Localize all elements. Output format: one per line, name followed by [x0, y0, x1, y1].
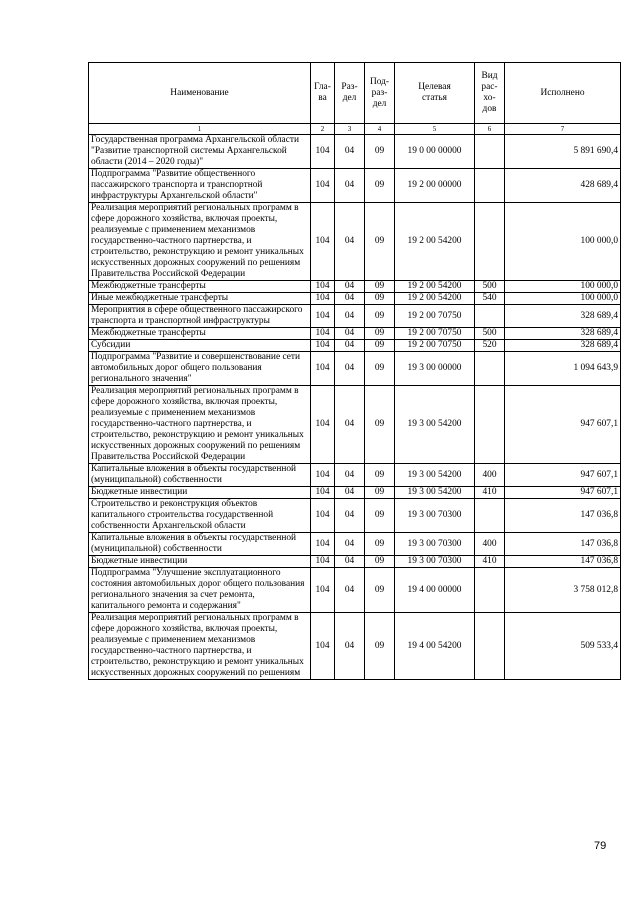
header-razdel: Раз- дел [335, 63, 365, 124]
cell-glava: 104 [311, 499, 335, 533]
cell-razdel: 04 [335, 499, 365, 533]
column-number: 3 [335, 124, 365, 135]
cell-name: Мероприятия в сфере общественного пассажирского транспорта и транспортной инфраструктуры [89, 305, 311, 328]
cell-target: 19 2 00 00000 [395, 169, 475, 203]
page-number: 79 [594, 840, 607, 852]
table-row [89, 293, 621, 305]
table-row [89, 533, 621, 556]
cell-razdel: 04 [335, 281, 365, 293]
cell-glava: 104 [311, 386, 335, 464]
table-row [89, 305, 621, 328]
cell-name: Субсидии [89, 340, 311, 352]
cell-amount: 5 891 690,4 [505, 135, 621, 169]
cell-razdel: 04 [335, 464, 365, 487]
cell-podrazdel: 09 [365, 305, 395, 328]
table-header-row [89, 63, 621, 124]
header-podrazdel: Под- раз- дел [365, 63, 395, 124]
cell-podrazdel: 09 [365, 386, 395, 464]
table-row [89, 613, 621, 680]
cell-razdel: 04 [335, 135, 365, 169]
cell-razdel: 04 [335, 169, 365, 203]
cell-podrazdel: 09 [365, 293, 395, 305]
header-vid: Вид рас- хо- дов [475, 63, 505, 124]
header-done: Исполнено [505, 63, 621, 124]
cell-amount: 100 000,0 [505, 293, 621, 305]
cell-glava: 104 [311, 328, 335, 340]
cell-target: 19 3 00 00000 [395, 352, 475, 386]
table-row [89, 556, 621, 568]
table-row [89, 328, 621, 340]
cell-name: Межбюджетные трансферты [89, 281, 311, 293]
cell-glava: 104 [311, 533, 335, 556]
cell-target: 19 3 00 70300 [395, 556, 475, 568]
cell-vid [475, 568, 505, 613]
cell-vid [475, 386, 505, 464]
cell-razdel: 04 [335, 613, 365, 680]
cell-razdel: 04 [335, 556, 365, 568]
cell-glava: 104 [311, 135, 335, 169]
cell-razdel: 04 [335, 568, 365, 613]
table-body [89, 135, 621, 680]
cell-podrazdel: 09 [365, 487, 395, 499]
cell-vid: 400 [475, 464, 505, 487]
cell-name: Государственная программа Архангельской области "Развитие транспортной системы Архангельской области (2014 – 2020 годы)" [89, 135, 311, 169]
cell-amount: 100 000,0 [505, 281, 621, 293]
column-number: 1 [89, 124, 311, 135]
table-row [89, 203, 621, 281]
cell-vid: 410 [475, 556, 505, 568]
cell-razdel: 04 [335, 340, 365, 352]
cell-vid [475, 613, 505, 680]
column-number-row [89, 124, 621, 135]
header-name: Наименование [89, 63, 311, 124]
cell-vid [475, 169, 505, 203]
cell-name: Капитальные вложения в объекты государственной (муниципальной) собственности [89, 533, 311, 556]
cell-amount: 147 036,8 [505, 499, 621, 533]
cell-glava: 104 [311, 305, 335, 328]
cell-target: 19 4 00 54200 [395, 613, 475, 680]
column-number: 5 [395, 124, 475, 135]
table-row [89, 340, 621, 352]
cell-target: 19 3 00 54200 [395, 487, 475, 499]
cell-name: Межбюджетные трансферты [89, 328, 311, 340]
cell-target: 19 2 00 54200 [395, 293, 475, 305]
cell-podrazdel: 09 [365, 203, 395, 281]
cell-target: 19 2 00 70750 [395, 305, 475, 328]
cell-podrazdel: 09 [365, 613, 395, 680]
cell-amount: 947 607,1 [505, 386, 621, 464]
cell-amount: 328 689,4 [505, 328, 621, 340]
column-number: 7 [505, 124, 621, 135]
cell-razdel: 04 [335, 352, 365, 386]
cell-vid [475, 305, 505, 328]
cell-vid [475, 499, 505, 533]
cell-razdel: 04 [335, 328, 365, 340]
cell-amount: 509 533,4 [505, 613, 621, 680]
cell-razdel: 04 [335, 533, 365, 556]
table-row [89, 169, 621, 203]
cell-name: Капитальные вложения в объекты государственной (муниципальной) собственности [89, 464, 311, 487]
cell-target: 19 2 00 54200 [395, 203, 475, 281]
cell-target: 19 4 00 00000 [395, 568, 475, 613]
cell-razdel: 04 [335, 305, 365, 328]
cell-vid [475, 135, 505, 169]
cell-amount: 947 607,1 [505, 464, 621, 487]
cell-vid: 540 [475, 293, 505, 305]
cell-target: 19 2 00 54200 [395, 281, 475, 293]
cell-target: 19 3 00 70300 [395, 499, 475, 533]
cell-vid: 400 [475, 533, 505, 556]
table-row [89, 464, 621, 487]
header-target: Целевая статья [395, 63, 475, 124]
cell-amount: 100 000,0 [505, 203, 621, 281]
cell-podrazdel: 09 [365, 464, 395, 487]
cell-name: Подпрограмма "Развитие и совершенствование сети автомобильных дорог общего пользования регионального значения" [89, 352, 311, 386]
column-number: 4 [365, 124, 395, 135]
cell-podrazdel: 09 [365, 328, 395, 340]
cell-vid: 520 [475, 340, 505, 352]
table-row [89, 487, 621, 499]
cell-razdel: 04 [335, 386, 365, 464]
cell-target: 19 2 00 70750 [395, 340, 475, 352]
cell-glava: 104 [311, 464, 335, 487]
cell-name: Подпрограмма "Улучшение эксплуатационного состояния автомобильных дорог общего пользования регионального значения за счет ремонта, капитального ремонта и содержания" [89, 568, 311, 613]
cell-name: Бюджетные инвестиции [89, 556, 311, 568]
cell-name: Реализация мероприятий региональных программ в сфере дорожного хозяйства, включая проекты, реализуемые с применением механизмов государственно-частного партнерства, и строительство, реконструкцию и ремонт уникальных искусственных дорожных сооружений по решениям Правительства Российской Федерации [89, 203, 311, 281]
cell-glava: 104 [311, 203, 335, 281]
budget-table-sheet [88, 62, 620, 680]
cell-vid: 410 [475, 487, 505, 499]
cell-razdel: 04 [335, 293, 365, 305]
cell-vid: 500 [475, 328, 505, 340]
cell-glava: 104 [311, 568, 335, 613]
cell-podrazdel: 09 [365, 352, 395, 386]
cell-vid [475, 352, 505, 386]
cell-name: Бюджетные инвестиции [89, 487, 311, 499]
cell-amount: 147 036,8 [505, 533, 621, 556]
cell-amount: 428 689,4 [505, 169, 621, 203]
table-row [89, 499, 621, 533]
cell-amount: 147 036,8 [505, 556, 621, 568]
header-glava: Гла- ва [311, 63, 335, 124]
cell-name: Подпрограмма "Развитие общественного пассажирского транспорта и транспортной инфраструктуры Архангельской области" [89, 169, 311, 203]
cell-razdel: 04 [335, 203, 365, 281]
cell-vid [475, 203, 505, 281]
table-row [89, 135, 621, 169]
cell-target: 19 3 00 54200 [395, 386, 475, 464]
cell-glava: 104 [311, 352, 335, 386]
cell-vid: 500 [475, 281, 505, 293]
cell-podrazdel: 09 [365, 281, 395, 293]
cell-podrazdel: 09 [365, 556, 395, 568]
table-row [89, 352, 621, 386]
cell-amount: 328 689,4 [505, 340, 621, 352]
cell-target: 19 2 00 70750 [395, 328, 475, 340]
cell-target: 19 3 00 70300 [395, 533, 475, 556]
cell-amount: 1 094 643,9 [505, 352, 621, 386]
table-row [89, 281, 621, 293]
cell-glava: 104 [311, 556, 335, 568]
cell-razdel: 04 [335, 487, 365, 499]
budget-table [88, 62, 621, 680]
cell-amount: 947 607,1 [505, 487, 621, 499]
cell-podrazdel: 09 [365, 568, 395, 613]
cell-podrazdel: 09 [365, 169, 395, 203]
cell-name: Реализация мероприятий региональных программ в сфере дорожного хозяйства, включая проекты, реализуемые с применением механизмов государственно-частного партнерства, и строительство, реконструкцию и ремонт уникальных искусственных дорожных сооружений по решениям [89, 613, 311, 680]
cell-name: Строительство и реконструкция объектов капитального строительства государственной собственности Архангельской области [89, 499, 311, 533]
cell-podrazdel: 09 [365, 533, 395, 556]
cell-glava: 104 [311, 293, 335, 305]
cell-amount: 3 758 012,8 [505, 568, 621, 613]
cell-name: Иные межбюджетные трансферты [89, 293, 311, 305]
cell-target: 19 3 00 54200 [395, 464, 475, 487]
cell-glava: 104 [311, 281, 335, 293]
cell-podrazdel: 09 [365, 499, 395, 533]
cell-podrazdel: 09 [365, 340, 395, 352]
cell-name: Реализация мероприятий региональных программ в сфере дорожного хозяйства, включая проекты, реализуемые с применением механизмов государственно-частного партнерства, и строительство, реконструкцию и ремонт уникальных искусственных дорожных сооружений по решениям Правительства Российской Федерации [89, 386, 311, 464]
table-row [89, 386, 621, 464]
column-number: 2 [311, 124, 335, 135]
cell-glava: 104 [311, 613, 335, 680]
cell-glava: 104 [311, 169, 335, 203]
cell-glava: 104 [311, 340, 335, 352]
cell-amount: 328 689,4 [505, 305, 621, 328]
cell-glava: 104 [311, 487, 335, 499]
table-row [89, 568, 621, 613]
column-number: 6 [475, 124, 505, 135]
cell-podrazdel: 09 [365, 135, 395, 169]
cell-target: 19 0 00 00000 [395, 135, 475, 169]
